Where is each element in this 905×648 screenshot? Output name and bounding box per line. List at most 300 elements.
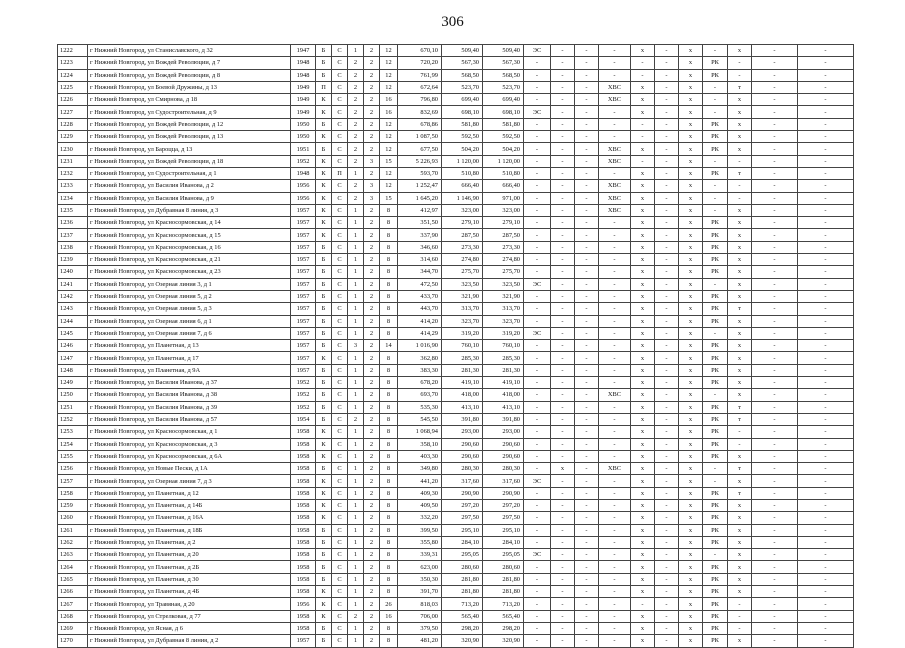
cell-f4: - [599,401,631,413]
cell-address: г Нижний Новгород, ул Планетная, д 13 [88,340,291,352]
cell-f5: х [631,549,655,561]
cell-f1: ЭС [524,549,551,561]
cell-c3: 1 [348,254,364,266]
cell-f10: - [752,69,798,81]
cell-f3: - [575,426,599,438]
cell-f3: - [575,303,599,315]
cell-area-b: 317,60 [483,475,524,487]
table-row [58,340,854,352]
cell-address: г Нижний Новгород, ул Василия Иванова, д 39 [88,401,291,413]
cell-c3: 1 [348,573,364,585]
cell-f7: х [679,499,703,511]
cell-f3: - [575,524,599,536]
cell-f6: - [655,377,679,389]
cell-area-b: 273,30 [483,241,524,253]
cell-area-total: 346,60 [398,241,442,253]
cell-f9: х [728,352,752,364]
cell-year: 1957 [291,315,316,327]
cell-c1: Б [316,561,332,573]
cell-f7: х [679,131,703,143]
table-row [58,499,854,511]
cell-f7: х [679,450,703,462]
cell-f9: - [728,610,752,622]
cell-f11: - [798,512,854,524]
cell-id: 1266 [58,586,88,598]
cell-f11: - [798,549,854,561]
cell-c2: С [332,413,348,425]
cell-f4: - [599,217,631,229]
cell-f9: х [728,118,752,130]
cell-c2: С [332,192,348,204]
cell-f1: - [524,635,551,647]
cell-f1: - [524,192,551,204]
cell-f7: х [679,254,703,266]
cell-area-b: 760,10 [483,340,524,352]
cell-c1: Б [316,377,332,389]
cell-c1: Б [316,315,332,327]
cell-c1: К [316,586,332,598]
cell-area-b: 323,70 [483,315,524,327]
cell-f2: - [551,586,575,598]
cell-f4: - [599,266,631,278]
cell-c5: 8 [380,450,398,462]
cell-year: 1958 [291,450,316,462]
cell-f8: - [703,463,728,475]
cell-f7: х [679,229,703,241]
cell-f4: - [599,438,631,450]
cell-c5: 8 [380,536,398,548]
cell-c4: 2 [364,450,380,462]
cell-f5: х [631,573,655,585]
cell-area-total: 1 252,47 [398,180,442,192]
cell-area-a: 592,50 [442,131,483,143]
cell-f5: - [631,598,655,610]
cell-address: г Нижний Новгород, ул Красносормовская, д 1 [88,426,291,438]
cell-f11: - [798,167,854,179]
cell-f5: х [631,290,655,302]
cell-c3: 1 [348,561,364,573]
cell-f10: - [752,561,798,573]
cell-c4: 2 [364,573,380,585]
cell-c3: 1 [348,45,364,57]
cell-c1: Б [316,278,332,290]
cell-f9: - [728,57,752,69]
cell-c5: 16 [380,610,398,622]
cell-f6: - [655,155,679,167]
cell-f8: РК [703,131,728,143]
cell-c5: 12 [380,81,398,93]
cell-f3: - [575,57,599,69]
cell-f8: РК [703,413,728,425]
cell-f7: х [679,241,703,253]
cell-area-a: 391,80 [442,413,483,425]
cell-c5: 16 [380,106,398,118]
cell-area-total: 339,31 [398,549,442,561]
cell-area-total: 351,50 [398,217,442,229]
cell-f2: - [551,622,575,634]
cell-f11: - [798,131,854,143]
cell-area-b: 280,30 [483,463,524,475]
cell-area-b: 971,00 [483,192,524,204]
cell-address: г Нижний Новгород, ул Василия Иванова, д 2 [88,180,291,192]
cell-f11: - [798,192,854,204]
cell-c1: К [316,155,332,167]
cell-f7: х [679,180,703,192]
table-row [58,610,854,622]
cell-id: 1237 [58,229,88,241]
cell-area-b: 281,80 [483,586,524,598]
cell-area-total: 1 016,90 [398,340,442,352]
cell-c4: 2 [364,241,380,253]
cell-area-total: 399,50 [398,524,442,536]
cell-f2: - [551,167,575,179]
cell-area-b: 290,90 [483,487,524,499]
cell-c1: К [316,192,332,204]
cell-c5: 8 [380,327,398,339]
table-row [58,303,854,315]
cell-f1: ЭС [524,45,551,57]
cell-f5: х [631,327,655,339]
cell-area-total: 412,97 [398,204,442,216]
cell-f8: - [703,192,728,204]
cell-f1: - [524,352,551,364]
cell-f8: РК [703,229,728,241]
cell-year: 1958 [291,499,316,511]
cell-area-total: 5 226,93 [398,155,442,167]
cell-f6: - [655,512,679,524]
cell-f8: РК [703,586,728,598]
cell-c2: С [332,364,348,376]
cell-area-total: 349,80 [398,463,442,475]
cell-year: 1948 [291,69,316,81]
cell-f9: х [728,450,752,462]
cell-f4: ХВС [599,192,631,204]
cell-f6: - [655,204,679,216]
cell-f6: - [655,389,679,401]
cell-id: 1257 [58,475,88,487]
cell-f1: - [524,94,551,106]
cell-c1: Б [316,524,332,536]
cell-f9: х [728,106,752,118]
cell-address: г Нижний Новгород, ул Планетная, д 17 [88,352,291,364]
cell-c2: С [332,561,348,573]
cell-f1: - [524,364,551,376]
cell-f10: - [752,254,798,266]
cell-f2: - [551,499,575,511]
cell-c2: П [332,167,348,179]
cell-area-b: 319,20 [483,327,524,339]
cell-f8: РК [703,610,728,622]
cell-c1: П [316,81,332,93]
table-row [58,561,854,573]
cell-f2: - [551,192,575,204]
cell-c4: 2 [364,290,380,302]
cell-f9: - [728,426,752,438]
cell-area-b: 275,70 [483,266,524,278]
cell-f10: - [752,586,798,598]
cell-area-b: 567,30 [483,57,524,69]
cell-area-a: 321,90 [442,290,483,302]
cell-area-b: 284,10 [483,536,524,548]
cell-area-a: 273,30 [442,241,483,253]
cell-f5: х [631,180,655,192]
cell-f11: - [798,69,854,81]
cell-c2: С [332,106,348,118]
cell-address: г Нижний Новгород, ул Вождей Революции, д 8 [88,69,291,81]
cell-f11: - [798,536,854,548]
cell-c3: 1 [348,266,364,278]
cell-f8: РК [703,598,728,610]
cell-c2: С [332,180,348,192]
cell-id: 1248 [58,364,88,376]
cell-c5: 12 [380,167,398,179]
cell-c4: 2 [364,635,380,647]
cell-f4: - [599,45,631,57]
cell-c4: 2 [364,524,380,536]
cell-c3: 1 [348,450,364,462]
cell-f6: - [655,475,679,487]
cell-id: 1247 [58,352,88,364]
table-row [58,438,854,450]
cell-f6: - [655,426,679,438]
cell-area-b: 698,10 [483,106,524,118]
cell-f3: - [575,340,599,352]
cell-area-b: 581,80 [483,118,524,130]
cell-c5: 14 [380,340,398,352]
cell-f10: - [752,463,798,475]
cell-c3: 1 [348,278,364,290]
cell-f8: РК [703,512,728,524]
cell-c5: 8 [380,635,398,647]
cell-f6: - [655,438,679,450]
cell-f4: - [599,586,631,598]
cell-f2: - [551,45,575,57]
cell-f2: - [551,352,575,364]
cell-id: 1242 [58,290,88,302]
cell-address: г Нижний Новгород, ул Планетная, д 2 [88,536,291,548]
cell-f1: - [524,254,551,266]
cell-c1: К [316,512,332,524]
cell-f1: - [524,217,551,229]
cell-c2: С [332,499,348,511]
cell-f10: - [752,118,798,130]
table-row [58,45,854,57]
cell-f10: - [752,635,798,647]
cell-f4: - [599,512,631,524]
cell-year: 1948 [291,167,316,179]
cell-f6: - [655,229,679,241]
cell-f11: - [798,426,854,438]
cell-c3: 2 [348,131,364,143]
cell-id: 1263 [58,549,88,561]
cell-f9: х [728,475,752,487]
cell-f7: х [679,327,703,339]
cell-c1: К [316,229,332,241]
cell-c3: 1 [348,204,364,216]
cell-address: г Нижний Новгород, ул Планетная, д 18Б [88,524,291,536]
cell-address: г Нижний Новгород, ул Планетная, д 2Б [88,561,291,573]
table-row [58,364,854,376]
cell-f4: - [599,340,631,352]
cell-c2: С [332,340,348,352]
cell-area-a: 568,50 [442,69,483,81]
cell-f11: - [798,241,854,253]
cell-address: г Нижний Новгород, ул Красносормовская, д 21 [88,254,291,266]
cell-f4: - [599,327,631,339]
cell-f3: - [575,512,599,524]
cell-f2: - [551,377,575,389]
cell-f5: х [631,561,655,573]
cell-year: 1958 [291,536,316,548]
cell-c5: 8 [380,290,398,302]
cell-f8: - [703,94,728,106]
cell-area-total: 472,50 [398,278,442,290]
cell-f5: х [631,622,655,634]
cell-address: г Нижний Новгород, ул Бароцца, д 13 [88,143,291,155]
cell-f7: х [679,413,703,425]
cell-c5: 8 [380,463,398,475]
cell-f8: - [703,155,728,167]
cell-c2: С [332,377,348,389]
cell-f10: - [752,499,798,511]
cell-f8: РК [703,352,728,364]
cell-area-total: 720,20 [398,57,442,69]
cell-f6: - [655,463,679,475]
cell-c2: С [332,610,348,622]
cell-c3: 1 [348,487,364,499]
cell-f5: х [631,586,655,598]
cell-f8: РК [703,217,728,229]
cell-c4: 2 [364,327,380,339]
cell-f2: - [551,81,575,93]
cell-f3: - [575,475,599,487]
cell-f1: - [524,180,551,192]
cell-f11: - [798,254,854,266]
registry-body [58,45,854,648]
cell-area-a: 280,30 [442,463,483,475]
cell-c5: 15 [380,192,398,204]
table-row [58,180,854,192]
cell-f5: х [631,413,655,425]
cell-c4: 2 [364,340,380,352]
cell-f3: - [575,118,599,130]
cell-f8: РК [703,266,728,278]
table-row [58,143,854,155]
cell-id: 1233 [58,180,88,192]
cell-f6: - [655,118,679,130]
cell-f10: - [752,377,798,389]
cell-f11: - [798,524,854,536]
cell-c3: 1 [348,327,364,339]
cell-year: 1957 [291,266,316,278]
cell-f10: - [752,241,798,253]
cell-f7: х [679,69,703,81]
cell-area-total: 433,70 [398,290,442,302]
cell-f3: - [575,290,599,302]
cell-id: 1234 [58,192,88,204]
cell-f7: х [679,352,703,364]
cell-f10: - [752,475,798,487]
cell-id: 1254 [58,438,88,450]
cell-area-b: 293,00 [483,426,524,438]
cell-f6: - [655,598,679,610]
cell-f10: - [752,487,798,499]
cell-c3: 1 [348,315,364,327]
cell-c3: 2 [348,118,364,130]
cell-c2: С [332,217,348,229]
cell-id: 1270 [58,635,88,647]
cell-area-a: 581,80 [442,118,483,130]
cell-f6: - [655,266,679,278]
cell-c1: Б [316,364,332,376]
cell-f9: х [728,266,752,278]
cell-area-total: 391,70 [398,586,442,598]
table-row [58,266,854,278]
cell-id: 1256 [58,463,88,475]
table-row [58,290,854,302]
cell-f1: - [524,389,551,401]
cell-area-a: 1 120,00 [442,155,483,167]
cell-f11: - [798,610,854,622]
cell-area-b: 504,20 [483,143,524,155]
table-row [58,377,854,389]
cell-c3: 2 [348,69,364,81]
cell-id: 1246 [58,340,88,352]
cell-f3: - [575,352,599,364]
cell-f5: х [631,303,655,315]
cell-c2: С [332,204,348,216]
cell-f1: - [524,266,551,278]
cell-address: г Нижний Новгород, ул Станиславского, д 32 [88,45,291,57]
page-number: 306 [441,14,464,30]
cell-f5: - [631,155,655,167]
cell-address: г Нижний Новгород, ул Вождей Революции, д 18 [88,155,291,167]
cell-c3: 1 [348,536,364,548]
cell-f7: х [679,315,703,327]
table-row [58,118,854,130]
cell-f3: - [575,586,599,598]
cell-address: г Нижний Новгород, ул Планетная, д 4Б [88,586,291,598]
cell-id: 1231 [58,155,88,167]
cell-c4: 2 [364,426,380,438]
cell-c5: 8 [380,573,398,585]
cell-year: 1950 [291,131,316,143]
cell-c3: 1 [348,463,364,475]
cell-area-b: 413,10 [483,401,524,413]
cell-f8: РК [703,290,728,302]
cell-f5: х [631,254,655,266]
cell-c3: 2 [348,94,364,106]
cell-c4: 2 [364,69,380,81]
cell-address: г Нижний Новгород, ул Планетная, д 14Б [88,499,291,511]
cell-f10: - [752,598,798,610]
cell-address: г Нижний Новгород, ул Красносормовская, д 15 [88,229,291,241]
table-row [58,106,854,118]
cell-f11: - [798,204,854,216]
cell-area-a: 666,40 [442,180,483,192]
cell-address: г Нижний Новгород, ул Озерная линия 3, д 1 [88,278,291,290]
cell-f2: - [551,278,575,290]
cell-f7: х [679,610,703,622]
cell-c5: 8 [380,315,398,327]
cell-area-total: 409,50 [398,499,442,511]
cell-f3: - [575,315,599,327]
cell-f1: - [524,598,551,610]
cell-area-b: 287,50 [483,229,524,241]
cell-area-a: 419,10 [442,377,483,389]
cell-f4: - [599,290,631,302]
cell-f10: - [752,143,798,155]
